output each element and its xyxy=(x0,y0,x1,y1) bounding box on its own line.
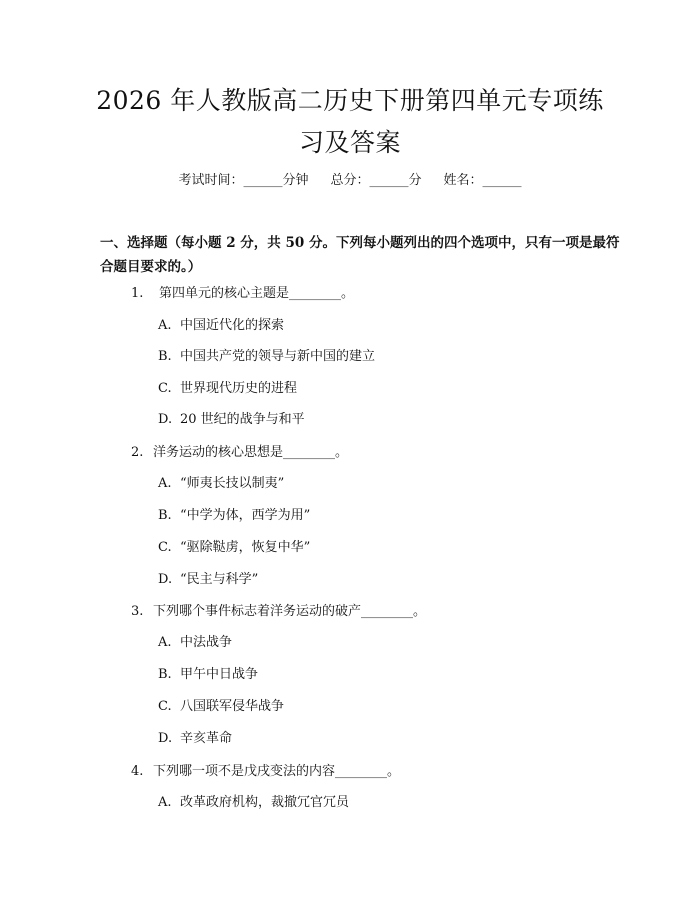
section-heading: 一、选择题（每小题 2 分，共 50 分。下列每小题列出的四个选项中，只有一项是最符合题目要求的。） xyxy=(100,235,620,275)
option-text: “驱除鞑虏，恢复中华” xyxy=(180,540,311,555)
title-line-2: 习及答案 xyxy=(298,128,401,157)
page-title xyxy=(0,80,700,164)
option-letter: D. xyxy=(158,572,173,587)
title-line-1: 2026 年人教版高二历史下册第四单元专项练 xyxy=(96,86,604,115)
question-stem xyxy=(131,600,426,619)
option-text: 20 世纪的战争与和平 xyxy=(180,412,305,427)
question-number: 1. xyxy=(131,286,144,301)
option-text: “师夷长技以制夷” xyxy=(180,476,285,491)
option-letter: B. xyxy=(158,349,172,364)
question-option xyxy=(158,663,258,682)
total-score-label: 总分：______分 xyxy=(330,173,422,188)
option-letter: C. xyxy=(158,540,172,555)
option-text: 八国联军侵华战争 xyxy=(180,699,285,714)
option-text: 中法战争 xyxy=(180,635,233,650)
option-text: 改革政府机构，裁撤冗官冗员 xyxy=(180,795,350,810)
student-name-label: 姓名：______ xyxy=(443,173,522,188)
option-letter: A. xyxy=(158,318,172,333)
question-stem xyxy=(131,760,400,779)
question-stem xyxy=(131,441,348,460)
option-text: 世界现代历史的进程 xyxy=(180,381,298,396)
option-letter: C. xyxy=(158,381,172,396)
question-text: 洋务运动的核心思想是________。 xyxy=(153,445,349,460)
question-option xyxy=(158,536,310,555)
exam-time-label: 考试时间：______分钟 xyxy=(178,173,309,188)
option-letter: D. xyxy=(158,412,173,427)
option-letter: B. xyxy=(158,667,172,682)
option-text: 甲午中日战争 xyxy=(180,667,259,682)
question-option xyxy=(158,695,284,714)
exam-meta xyxy=(0,169,700,188)
question-option xyxy=(158,377,297,396)
option-text: 辛亥革命 xyxy=(180,731,233,746)
question-text: 下列哪个事件标志着洋务运动的破产________。 xyxy=(153,604,427,619)
option-letter: B. xyxy=(158,508,172,523)
question-text: 下列哪一项不是戊戌变法的内容________。 xyxy=(153,764,401,779)
question-option xyxy=(158,791,349,810)
option-letter: A. xyxy=(158,635,172,650)
question-number: 2. xyxy=(131,445,144,460)
option-text: 中国共产党的领导与新中国的建立 xyxy=(180,349,376,364)
question-option xyxy=(158,314,284,333)
question-stem xyxy=(131,282,354,301)
question-number: 3. xyxy=(131,604,144,619)
question-number: 4. xyxy=(131,764,144,779)
question-option xyxy=(158,631,232,650)
option-letter: A. xyxy=(158,476,172,491)
option-text: 中国近代化的探索 xyxy=(180,318,285,333)
question-option xyxy=(158,345,375,364)
option-text: “民主与科学” xyxy=(180,572,259,587)
question-text: 第四单元的核心主题是________。 xyxy=(159,286,355,301)
option-letter: D. xyxy=(158,731,173,746)
question-option xyxy=(158,727,232,746)
question-option xyxy=(158,472,284,491)
question-option xyxy=(158,408,305,427)
option-letter: C. xyxy=(158,699,172,714)
question-option xyxy=(158,504,310,523)
question-option xyxy=(158,568,258,587)
option-letter: A. xyxy=(158,795,172,810)
option-text: “中学为体，西学为用” xyxy=(180,508,311,523)
